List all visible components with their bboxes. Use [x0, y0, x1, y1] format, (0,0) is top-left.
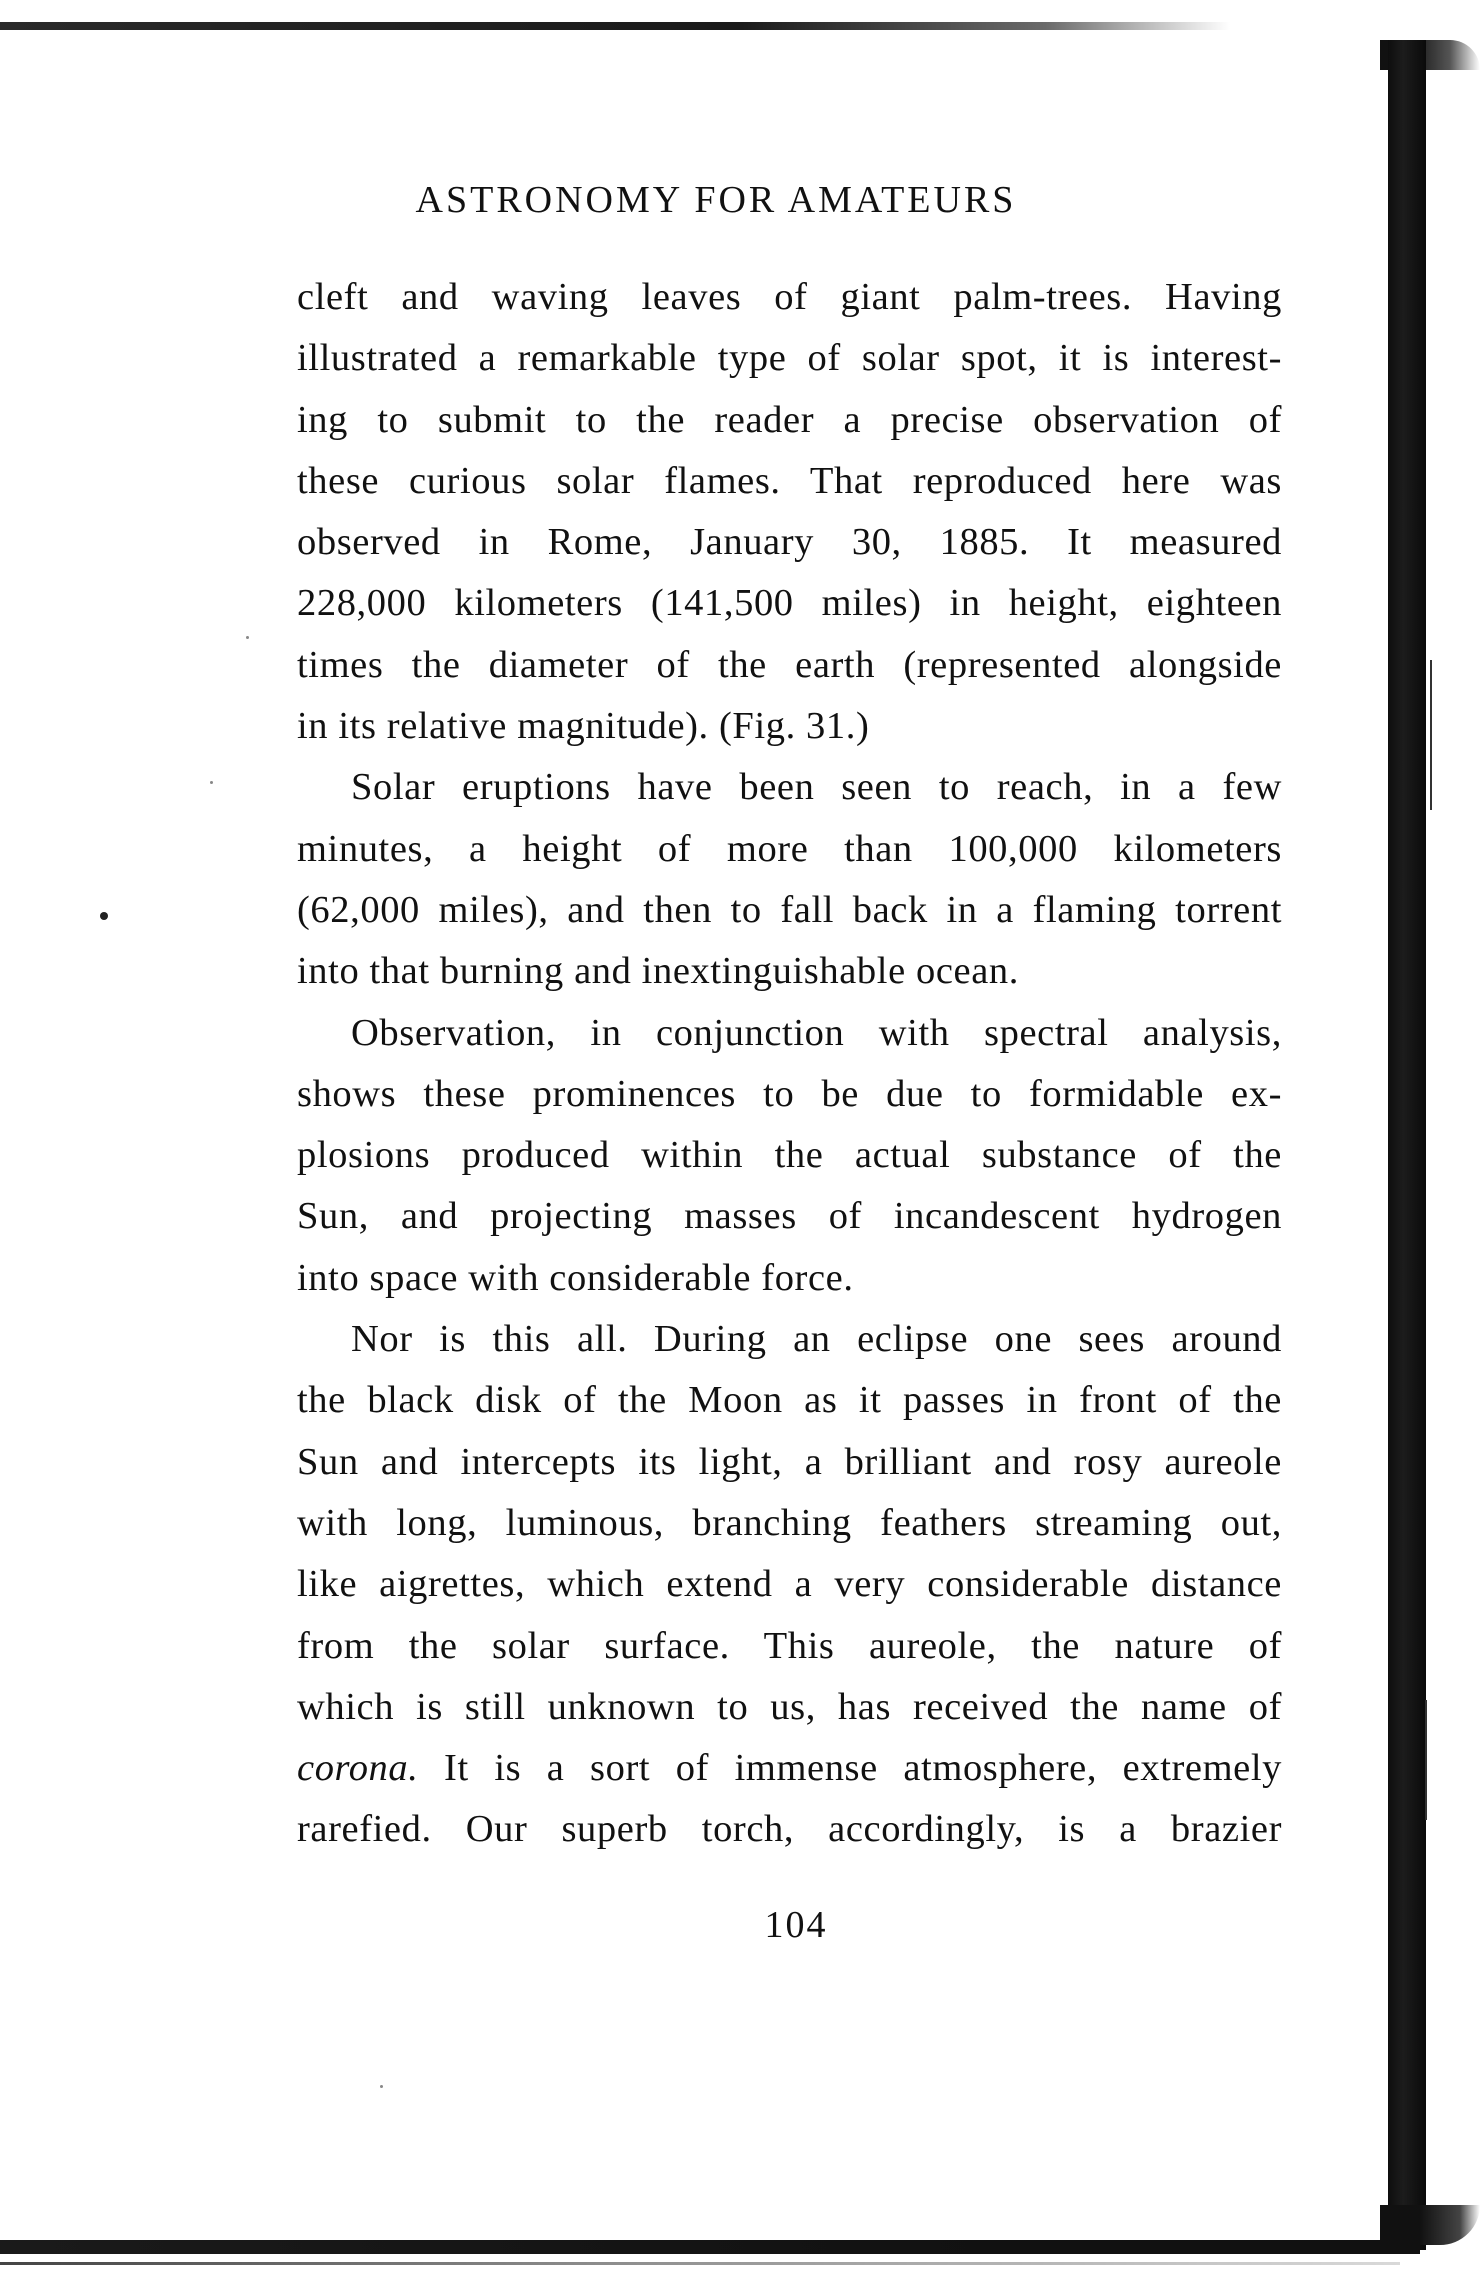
scan-bottom-thin-rule	[0, 2262, 1400, 2265]
text-line	[297, 1186, 1282, 1247]
text-line	[297, 1370, 1282, 1431]
text-run: Nor is this all. During an eclipse one sees around	[351, 1318, 1282, 1361]
text-run: rarefied. Our superb torch, accordingly, is a brazier	[297, 1808, 1282, 1851]
text-line	[297, 1799, 1282, 1860]
text-run: times the diameter of the earth (represented alongside	[297, 643, 1282, 686]
text-run: observed in Rome, January 30, 1885. It measured	[297, 521, 1282, 564]
text-line	[297, 696, 1282, 757]
text-line	[297, 1493, 1282, 1554]
text-line	[297, 267, 1282, 328]
text-run: plosions produced within the actual substance of the	[297, 1134, 1282, 1177]
text-run: Sun and intercepts its light, a brilliant and rosy aureole	[297, 1440, 1282, 1483]
text-line	[297, 1309, 1282, 1370]
text-line	[297, 1003, 1282, 1064]
text-run: from the solar surface. This aureole, the nature of	[297, 1624, 1282, 1667]
body-text	[297, 267, 1282, 1861]
text-line	[297, 819, 1282, 880]
text-run: Observation, in conjunction with spectral analysis,	[351, 1011, 1282, 1054]
scan-top-rule	[0, 22, 1230, 30]
binding-spine-shadow	[1388, 40, 1426, 2250]
text-run: minutes, a height of more than 100,000 kilometers	[297, 827, 1282, 870]
text-line	[297, 1432, 1282, 1493]
text-line	[297, 941, 1282, 1002]
text-line	[297, 1616, 1282, 1677]
italic-term: corona.	[297, 1747, 419, 1790]
text-run: shows these prominences to be due to formidable ex-	[297, 1072, 1282, 1115]
text-line	[297, 1064, 1282, 1125]
binding-edge-bottom	[1380, 2205, 1480, 2245]
text-run: the black disk of the Moon as it passes in front of the	[297, 1379, 1282, 1422]
text-run: illustrated a remarkable type of solar spot, it is interest-	[297, 337, 1282, 380]
text-line	[297, 573, 1282, 634]
text-line	[297, 451, 1282, 512]
page-edge-line	[1430, 660, 1432, 810]
text-line	[297, 1125, 1282, 1186]
text-run: like aigrettes, which extend a very considerable distance	[297, 1563, 1282, 1606]
page-edge-line	[1425, 1700, 1427, 1820]
text-run: these curious solar flames. That reproduced here was	[297, 459, 1282, 502]
text-run: Solar eruptions have been seen to reach, in a few	[351, 766, 1282, 809]
text-run: 228,000 kilometers (141,500 miles) in height, eighteen	[297, 582, 1282, 625]
text-line	[297, 1554, 1282, 1615]
text-run: in its relative magnitude). (Fig. 31.)	[297, 705, 870, 748]
text-run: with long, luminous, branching feathers streaming out,	[297, 1501, 1282, 1544]
scan-dot	[246, 636, 249, 639]
scan-bottom-rule	[0, 2240, 1420, 2254]
text-run: ing to submit to the reader a precise observation of	[297, 398, 1282, 441]
text-line	[297, 757, 1282, 818]
text-run: which is still unknown to us, has received the name of	[297, 1685, 1282, 1728]
text-line	[297, 390, 1282, 451]
text-run: cleft and waving leaves of giant palm-trees. Having	[297, 276, 1282, 318]
text-line	[297, 512, 1282, 573]
text-line	[297, 1248, 1282, 1309]
text-line	[297, 328, 1282, 389]
running-head: ASTRONOMY FOR AMATEURS	[415, 179, 1017, 221]
text-run: Sun, and projecting masses of incandescent hydrogen	[297, 1195, 1282, 1238]
page-number: 104	[764, 1904, 828, 1946]
text-run: It is a sort of immense atmosphere, extremely	[418, 1747, 1282, 1790]
text-line	[297, 1677, 1282, 1738]
scan-dot	[380, 2085, 383, 2088]
text-run: (62,000 miles), and then to fall back in a flaming torrent	[297, 888, 1282, 931]
text-run: into space with considerable force.	[297, 1256, 854, 1299]
text-line	[297, 880, 1282, 941]
text-line	[297, 635, 1282, 696]
scan-dot	[210, 781, 213, 784]
text-line	[297, 1738, 1282, 1799]
scan-speck	[100, 912, 108, 920]
text-run: into that burning and inextinguishable ocean.	[297, 950, 1019, 993]
